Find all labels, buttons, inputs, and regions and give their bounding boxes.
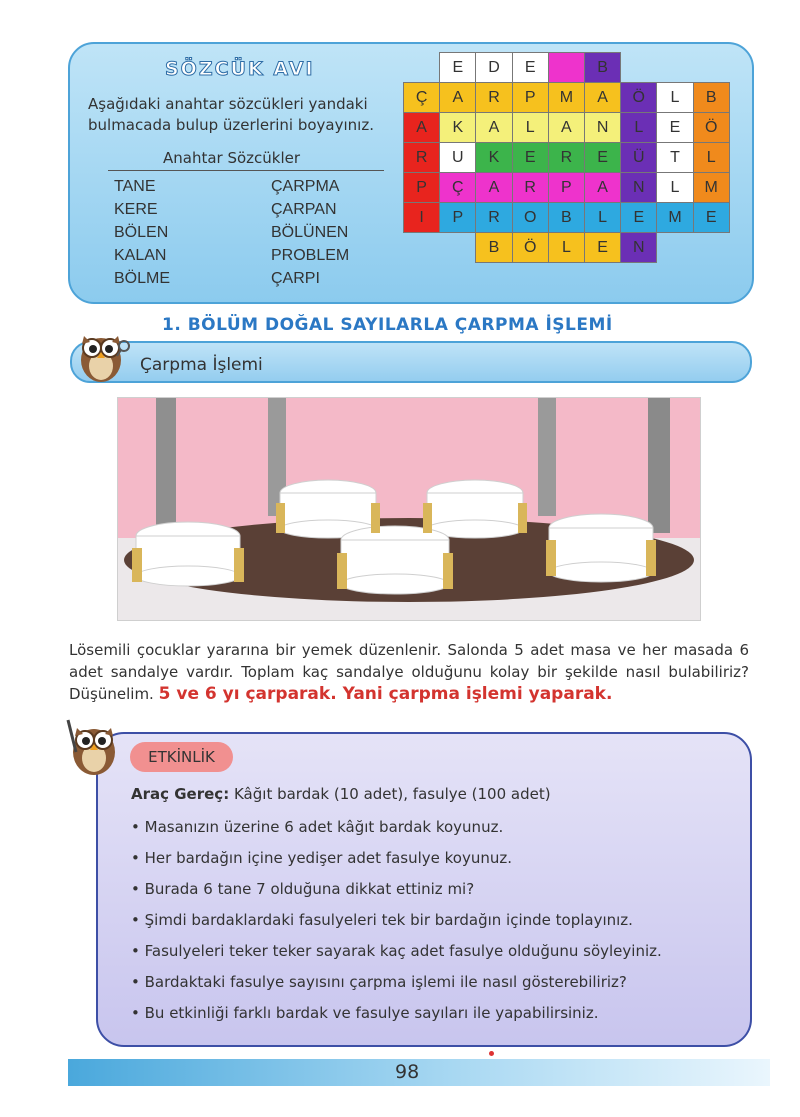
grid-cell: Ç — [439, 172, 476, 203]
bullet-text: Fasulyeleri teker teker sayarak kaç adet fasulye olduğunu söyleyiniz. — [144, 942, 662, 960]
grid-cell: B — [548, 202, 585, 233]
bullet-text: Masanızın üzerine 6 adet kâğıt bardak koyunuz. — [144, 818, 504, 836]
grid-cell: E — [512, 142, 549, 173]
grid-cell: U — [439, 142, 476, 173]
activity-bullet — [131, 911, 633, 929]
grid-cell: L — [512, 112, 549, 143]
grid-cell: K — [475, 142, 512, 173]
bullet-dot-icon: • — [131, 942, 145, 960]
bullet-dot-icon: • — [131, 973, 145, 991]
grid-cell: Ç — [403, 82, 440, 113]
activity-bullet — [131, 1004, 599, 1022]
tools-label: Araç Gereç: — [131, 785, 230, 803]
grid-cell: R — [475, 202, 512, 233]
grid-cell: L — [584, 202, 621, 233]
bullet-dot-icon: • — [131, 880, 145, 898]
story-text: Lösemili çocuklar yararına bir yemek düzenlenir. Salonda 5 adet masa ve her masada 6 adet sandalye vardır. Toplam kaç sandalye olduğunu kolay bir şekilde nasıl bulabiliriz? Düşünelim. — [69, 641, 749, 703]
grid-cell — [548, 52, 585, 83]
keyword: KALAN — [114, 247, 167, 264]
grid-cell: P — [512, 82, 549, 113]
activity-bullet — [131, 849, 512, 867]
banquet-hall-illustration — [117, 397, 701, 621]
footer-dot — [489, 1051, 494, 1056]
grid-cell: L — [656, 82, 693, 113]
grid-cell: E — [693, 202, 730, 233]
grid-cell: O — [512, 202, 549, 233]
tools-text: Kâğıt bardak (10 adet), fasulye (100 adet) — [233, 785, 551, 803]
keyword: PROBLEM — [271, 247, 350, 264]
grid-cell: L — [548, 232, 585, 263]
bullet-dot-icon: • — [131, 911, 145, 929]
grid-cell: P — [548, 172, 585, 203]
grid-cell: L — [693, 142, 730, 173]
grid-cell: P — [403, 172, 440, 203]
grid-cell: A — [475, 172, 512, 203]
grid-cell: A — [584, 82, 621, 113]
grid-cell: B — [475, 232, 512, 263]
owl-teacher-icon — [62, 712, 124, 778]
grid-cell: L — [620, 112, 657, 143]
grid-cell: Ö — [512, 232, 549, 263]
keyword: KERE — [114, 201, 158, 218]
activity-bullet — [131, 818, 503, 836]
grid-cell: M — [693, 172, 730, 203]
grid-cell: E — [439, 52, 476, 83]
word-hunt-instruction: Aşağıdaki anahtar sözcükleri yandaki bulmacada bulup üzerlerini boyayınız. — [88, 95, 374, 134]
section-heading: 1. BÖLÜM DOĞAL SAYILARLA ÇARPMA İŞLEMİ — [162, 315, 613, 335]
bullet-text: Bu etkinliği farklı bardak ve fasulye sayıları ile yapabilirsiniz. — [144, 1004, 599, 1022]
grid-cell: P — [439, 202, 476, 233]
grid-cell: A — [403, 112, 440, 143]
grid-cell: Ö — [693, 112, 730, 143]
keyword: BÖLÜNEN — [271, 224, 349, 241]
word-hunt-title: SÖZCÜK AVI — [165, 58, 315, 80]
grid-cell: N — [584, 112, 621, 143]
grid-cell: A — [475, 112, 512, 143]
grid-cell: I — [403, 202, 440, 233]
subsection-title: Çarpma İşlemi — [140, 355, 263, 375]
activity-label: ETKİNLİK — [130, 742, 233, 772]
keyword: BÖLEN — [114, 224, 169, 241]
grid-cell: E — [620, 202, 657, 233]
grid-cell: B — [693, 82, 730, 113]
grid-cell: E — [584, 142, 621, 173]
bullet-dot-icon: • — [131, 818, 145, 836]
story-answer: 5 ve 6 yı çarparak. Yani çarpma işlemi yaparak. — [158, 684, 613, 704]
grid-cell: A — [548, 112, 585, 143]
grid-cell: R — [548, 142, 585, 173]
grid-cell: E — [512, 52, 549, 83]
grid-cell: A — [439, 82, 476, 113]
keyword: ÇARPAN — [271, 201, 337, 218]
grid-cell: M — [548, 82, 585, 113]
bullet-text: Burada 6 tane 7 olduğuna dikkat ettiniz mi? — [144, 880, 475, 898]
grid-cell: T — [656, 142, 693, 173]
owl-mascot-icon — [72, 322, 130, 384]
grid-cell: E — [656, 112, 693, 143]
grid-cell: L — [656, 172, 693, 203]
keyword: BÖLME — [114, 270, 171, 287]
grid-cell: Ö — [620, 82, 657, 113]
activity-bullet — [131, 880, 474, 898]
grid-cell: D — [475, 52, 512, 83]
activity-tools — [131, 785, 551, 803]
grid-cell: N — [620, 172, 657, 203]
activity-bullet — [131, 973, 627, 991]
grid-cell: R — [403, 142, 440, 173]
bullet-text: Şimdi bardaklardaki fasulyeleri tek bir bardağın içinde toplayınız. — [144, 911, 633, 929]
story-paragraph — [69, 639, 749, 705]
grid-cell: K — [439, 112, 476, 143]
keyword: ÇARPI — [271, 270, 320, 287]
bullet-dot-icon: • — [131, 849, 145, 867]
grid-cell: R — [512, 172, 549, 203]
activity-bullet — [131, 942, 662, 960]
grid-cell: R — [475, 82, 512, 113]
bullet-dot-icon: • — [131, 1004, 145, 1022]
keyword: ÇARPMA — [271, 178, 340, 195]
grid-cell: M — [656, 202, 693, 233]
keywords-title: Anahtar Sözcükler — [163, 149, 301, 167]
keywords-divider — [108, 170, 384, 171]
grid-cell: A — [584, 172, 621, 203]
keyword-list-right — [271, 175, 349, 290]
grid-cell: B — [584, 52, 621, 83]
keyword-list-left — [114, 175, 170, 290]
keyword: TANE — [114, 178, 156, 195]
page-number: 98 — [395, 1061, 420, 1083]
bullet-text: Bardaktaki fasulye sayısını çarpma işlemi ile nasıl gösterebiliriz? — [144, 973, 627, 991]
grid-cell: Ü — [620, 142, 657, 173]
bullet-text: Her bardağın içine yedişer adet fasulye koyunuz. — [144, 849, 513, 867]
grid-cell: N — [620, 232, 657, 263]
grid-cell: E — [584, 232, 621, 263]
